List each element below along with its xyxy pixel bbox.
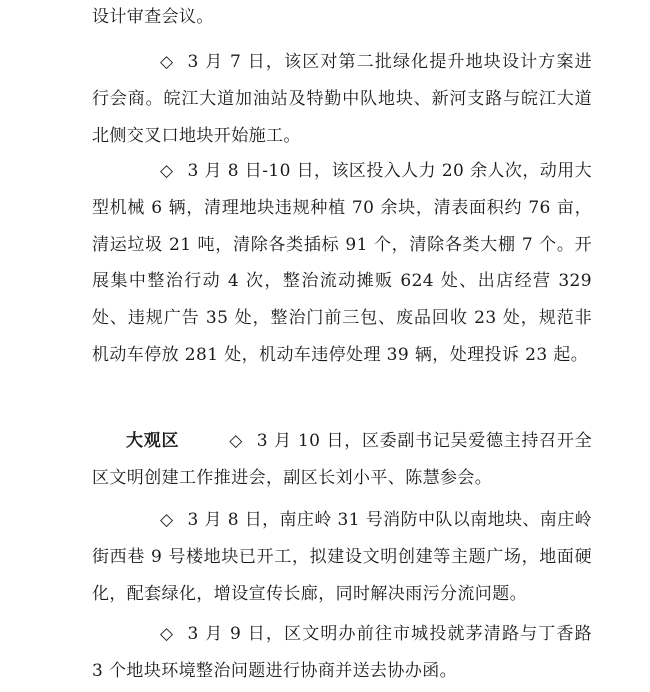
diamond-bullet-icon: ◇ [160, 624, 174, 644]
paragraph-text: 设计审查会议。 [92, 7, 214, 27]
district-heading: 大观区 [126, 431, 180, 451]
paragraph-march-8-10 [92, 153, 592, 374]
paragraph-text: 3 月 9 日，区文明办前往市城投就茅清路与丁香路 3 个地块环境整治问题进行协商并送去协办函。 [92, 624, 592, 681]
paragraph-daguan-district [92, 423, 592, 497]
paragraph-text: 3 月 7 日，该区对第二批绿化提升地块设计方案进行会商。皖江大道加油站及特勤中队地块、新河支路与皖江大道北侧交叉口地块开始施工。 [92, 52, 592, 146]
diamond-bullet-icon: ◇ [160, 161, 174, 181]
diamond-bullet-icon: ◇ [229, 431, 243, 451]
paragraph-march-9 [92, 616, 592, 690]
diamond-bullet-icon: ◇ [160, 52, 174, 72]
paragraph-text: 3 月 8 日-10 日，该区投入人力 20 余人次，动用大型机械 6 辆，清理地块违规种植 70 余块，清表面积约 76 亩，清运垃圾 21 吨，清除各类插标 91 个，清除各类大棚 7 个。开展集中整治行动 4 次，整治流动摊贩 624 处、出店经营 329 处、违规广告 35 处，整治门前三包、废品回收 23 处，规范非机动车停放 281 处，机动车违停处理 39 辆，处理投诉 23 起。 [92, 161, 592, 365]
paragraph-march-8 [92, 502, 592, 612]
paragraph-text: 3 月 10 日，区委副书记吴爱德主持召开全区文明创建工作推进会，副区长刘小平、陈慧参会。 [92, 431, 592, 488]
paragraph-continuation [92, 0, 592, 36]
paragraph-march-7 [92, 44, 592, 154]
diamond-bullet-icon: ◇ [160, 510, 174, 530]
paragraph-text: 3 月 8 日，南庄岭 31 号消防中队以南地块、南庄岭街西巷 9 号楼地块已开工，拟建设文明创建等主题广场，地面硬化，配套绿化，增设宣传长廊，同时解决雨污分流问题。 [92, 510, 592, 604]
